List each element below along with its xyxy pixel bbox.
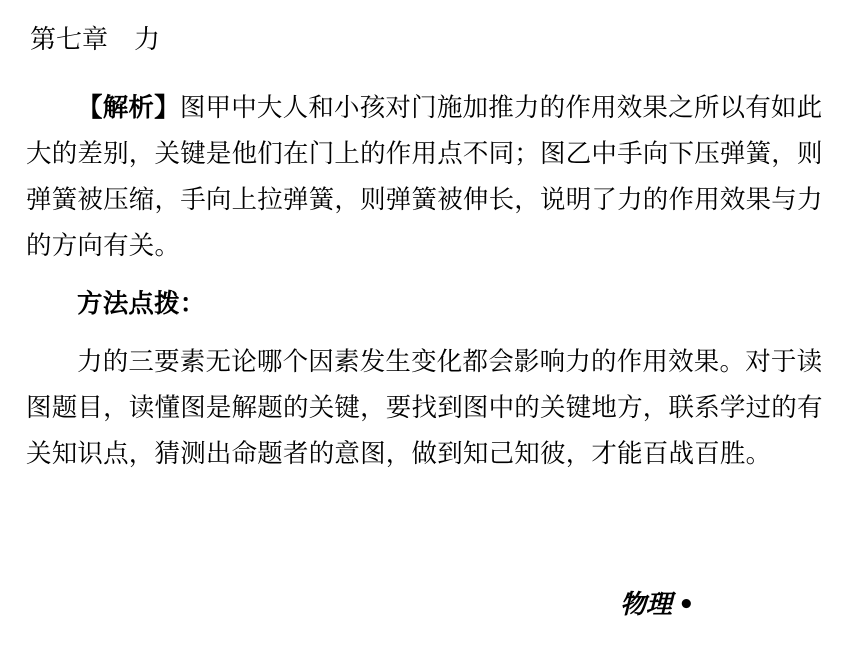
analysis-paragraph <box>26 85 838 269</box>
footer-subject: 物理 <box>620 590 673 620</box>
method-label: 方法点拨： <box>77 289 206 319</box>
chapter-title: 第七章 力 <box>30 25 161 55</box>
footer-bullet: • <box>678 590 695 620</box>
method-text: 力的三要素无论哪个因素发生变化都会影响力的作用效果。对于读图题目，读懂图是解题的关键，要找到图中的关键地方，联系学过的有关知识点，猜测出命题者的意图，做到知己知彼，才能百战百胜。 <box>26 347 823 469</box>
footer <box>620 587 695 623</box>
analysis-text: 图甲中大人和小孩对门施加推力的作用效果之所以有如此大的差别，关键是他们在门上的作用点不同；图乙中手向下压弹簧，则弹簧被压缩，手向上拉弹簧，则弹簧被伸长，说明了力的作用效果与力的方向有关。 <box>26 93 823 261</box>
analysis-label: 【解析】 <box>77 93 180 123</box>
content <box>26 85 838 477</box>
